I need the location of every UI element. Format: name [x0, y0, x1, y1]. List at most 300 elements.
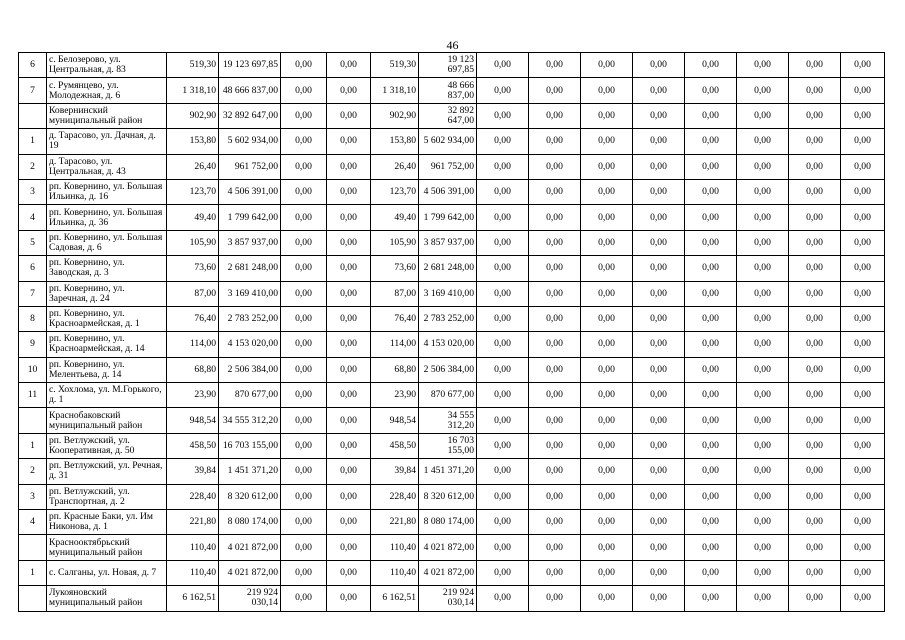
- value-cell: 0,00: [685, 205, 737, 230]
- address-cell: рп. Ковернино, ул. Большая Ильинка, д. 16: [47, 179, 167, 204]
- value-cell: 0,00: [281, 383, 327, 408]
- table-row: [19, 78, 885, 103]
- value-cell: 0,00: [281, 103, 327, 128]
- value-cell: 0,00: [841, 383, 885, 408]
- value-cell: 0,00: [281, 78, 327, 103]
- value-cell: 0,00: [581, 586, 633, 611]
- total-cost-cell: 8 320 612,00: [419, 484, 477, 509]
- value-cell: 0,00: [327, 230, 371, 255]
- value-cell: 0,00: [581, 357, 633, 382]
- total-cost-cell: 4 506 391,00: [419, 179, 477, 204]
- value-cell: 0,00: [477, 230, 529, 255]
- value-cell: 0,00: [841, 586, 885, 611]
- value-cell: 0,00: [281, 332, 327, 357]
- value-cell: 0,00: [789, 154, 841, 179]
- value-cell: 0,00: [685, 281, 737, 306]
- row-number-cell: 3: [19, 484, 47, 509]
- total-cost-cell: 4 506 391,00: [219, 179, 281, 204]
- total-cost-cell: 48 666 837,00: [219, 78, 281, 103]
- area-cell: 153,80: [167, 129, 219, 154]
- area-cell: 110,40: [167, 560, 219, 585]
- value-cell: 0,00: [529, 560, 581, 585]
- total-cost-cell: 2 681 248,00: [419, 256, 477, 281]
- value-cell: 0,00: [685, 560, 737, 585]
- value-cell: 0,00: [281, 154, 327, 179]
- address-cell: рп. Ковернино, ул. Красноармейская, д. 14: [47, 332, 167, 357]
- value-cell: 0,00: [685, 306, 737, 331]
- value-cell: 0,00: [281, 357, 327, 382]
- address-cell: рп. Красные Баки, ул. Им Никонова, д. 1: [47, 510, 167, 535]
- value-cell: 0,00: [685, 408, 737, 433]
- area-cell: 73,60: [371, 256, 419, 281]
- value-cell: 0,00: [737, 560, 789, 585]
- row-number-cell: 8: [19, 306, 47, 331]
- value-cell: 0,00: [841, 281, 885, 306]
- value-cell: 0,00: [327, 484, 371, 509]
- table-row: [19, 357, 885, 382]
- value-cell: 0,00: [327, 205, 371, 230]
- value-cell: 0,00: [581, 332, 633, 357]
- area-cell: 221,80: [371, 510, 419, 535]
- value-cell: 0,00: [685, 484, 737, 509]
- value-cell: 0,00: [327, 535, 371, 560]
- row-number-cell: [19, 535, 47, 560]
- value-cell: 0,00: [685, 103, 737, 128]
- area-cell: 76,40: [371, 306, 419, 331]
- value-cell: 0,00: [477, 205, 529, 230]
- value-cell: 0,00: [281, 510, 327, 535]
- total-cost-cell: 8 320 612,00: [219, 484, 281, 509]
- area-cell: 902,90: [371, 103, 419, 128]
- value-cell: 0,00: [633, 205, 685, 230]
- value-cell: 0,00: [737, 205, 789, 230]
- value-cell: 0,00: [789, 205, 841, 230]
- value-cell: 0,00: [529, 306, 581, 331]
- area-cell: 26,40: [371, 154, 419, 179]
- area-cell: 123,70: [167, 179, 219, 204]
- value-cell: 0,00: [529, 535, 581, 560]
- value-cell: 0,00: [529, 586, 581, 611]
- table-row: [19, 510, 885, 535]
- value-cell: 0,00: [477, 459, 529, 484]
- data-table: [18, 52, 885, 612]
- address-cell: с. Белозерово, ул. Центральная, д. 83: [47, 53, 167, 78]
- value-cell: 0,00: [529, 510, 581, 535]
- value-cell: 0,00: [281, 306, 327, 331]
- table-row: [19, 230, 885, 255]
- area-cell: 49,40: [167, 205, 219, 230]
- total-cost-cell: 3 169 410,00: [419, 281, 477, 306]
- value-cell: 0,00: [737, 230, 789, 255]
- value-cell: 0,00: [529, 256, 581, 281]
- value-cell: 0,00: [477, 484, 529, 509]
- value-cell: 0,00: [789, 484, 841, 509]
- value-cell: 0,00: [281, 256, 327, 281]
- area-cell: 105,90: [167, 230, 219, 255]
- area-cell: 26,40: [167, 154, 219, 179]
- value-cell: 0,00: [841, 408, 885, 433]
- value-cell: 0,00: [581, 205, 633, 230]
- value-cell: 0,00: [477, 103, 529, 128]
- value-cell: 0,00: [789, 230, 841, 255]
- address-cell: Краснооктябрьский муниципальный район: [47, 535, 167, 560]
- row-number-cell: 3: [19, 179, 47, 204]
- total-cost-cell: 1 799 642,00: [219, 205, 281, 230]
- value-cell: 0,00: [327, 129, 371, 154]
- total-cost-cell: 5 602 934,00: [219, 129, 281, 154]
- value-cell: 0,00: [581, 510, 633, 535]
- area-cell: 519,30: [167, 53, 219, 78]
- total-cost-cell: 48 666 837,00: [419, 78, 477, 103]
- total-cost-cell: 219 924 030,14: [419, 586, 477, 611]
- value-cell: 0,00: [633, 332, 685, 357]
- value-cell: 0,00: [737, 179, 789, 204]
- value-cell: 0,00: [529, 179, 581, 204]
- value-cell: 0,00: [581, 383, 633, 408]
- value-cell: 0,00: [529, 459, 581, 484]
- value-cell: 0,00: [737, 332, 789, 357]
- value-cell: 0,00: [327, 357, 371, 382]
- row-number-cell: [19, 103, 47, 128]
- value-cell: 0,00: [737, 256, 789, 281]
- value-cell: 0,00: [529, 383, 581, 408]
- row-number-cell: 5: [19, 230, 47, 255]
- value-cell: 0,00: [841, 433, 885, 458]
- address-cell: рп. Ветлужский, ул. Транспортная, д. 2: [47, 484, 167, 509]
- total-cost-cell: 34 555 312,20: [419, 408, 477, 433]
- area-cell: 105,90: [371, 230, 419, 255]
- value-cell: 0,00: [633, 103, 685, 128]
- value-cell: 0,00: [477, 281, 529, 306]
- area-cell: 87,00: [167, 281, 219, 306]
- value-cell: 0,00: [477, 332, 529, 357]
- value-cell: 0,00: [633, 484, 685, 509]
- area-cell: 519,30: [371, 53, 419, 78]
- value-cell: 0,00: [737, 357, 789, 382]
- value-cell: 0,00: [841, 332, 885, 357]
- page-number: 46: [446, 38, 459, 52]
- row-number-cell: 2: [19, 459, 47, 484]
- value-cell: 0,00: [789, 586, 841, 611]
- address-cell: рп. Ковернино, ул. Заводская, д. 3: [47, 256, 167, 281]
- value-cell: 0,00: [789, 357, 841, 382]
- value-cell: 0,00: [841, 484, 885, 509]
- row-number-cell: [19, 408, 47, 433]
- value-cell: 0,00: [581, 53, 633, 78]
- address-cell: Лукояновский муниципальный район: [47, 586, 167, 611]
- value-cell: 0,00: [327, 459, 371, 484]
- total-cost-cell: 8 080 174,00: [419, 510, 477, 535]
- total-cost-cell: 2 681 248,00: [219, 256, 281, 281]
- value-cell: 0,00: [529, 433, 581, 458]
- row-number-cell: 4: [19, 510, 47, 535]
- table-body: [19, 53, 885, 612]
- value-cell: 0,00: [685, 535, 737, 560]
- value-cell: 0,00: [789, 510, 841, 535]
- table-row: [19, 535, 885, 560]
- value-cell: 0,00: [633, 53, 685, 78]
- value-cell: 0,00: [685, 510, 737, 535]
- total-cost-cell: 5 602 934,00: [419, 129, 477, 154]
- value-cell: 0,00: [477, 256, 529, 281]
- value-cell: 0,00: [633, 535, 685, 560]
- total-cost-cell: 2 783 252,00: [219, 306, 281, 331]
- value-cell: 0,00: [281, 560, 327, 585]
- address-cell: рп. Ветлужский, ул. Речная, д. 31: [47, 459, 167, 484]
- area-cell: 73,60: [167, 256, 219, 281]
- value-cell: 0,00: [581, 103, 633, 128]
- value-cell: 0,00: [327, 154, 371, 179]
- value-cell: 0,00: [841, 78, 885, 103]
- value-cell: 0,00: [685, 256, 737, 281]
- address-cell: рп. Ковернино, ул. Большая Садовая, д. 6: [47, 230, 167, 255]
- table-row: [19, 433, 885, 458]
- area-cell: 228,40: [167, 484, 219, 509]
- value-cell: 0,00: [685, 433, 737, 458]
- value-cell: 0,00: [633, 306, 685, 331]
- value-cell: 0,00: [841, 230, 885, 255]
- value-cell: 0,00: [581, 281, 633, 306]
- value-cell: 0,00: [281, 459, 327, 484]
- value-cell: 0,00: [581, 484, 633, 509]
- address-cell: с. Салганы, ул. Новая, д. 7: [47, 560, 167, 585]
- value-cell: 0,00: [477, 78, 529, 103]
- value-cell: 0,00: [327, 53, 371, 78]
- value-cell: 0,00: [789, 433, 841, 458]
- total-cost-cell: 8 080 174,00: [219, 510, 281, 535]
- value-cell: 0,00: [685, 53, 737, 78]
- value-cell: 0,00: [327, 433, 371, 458]
- value-cell: 0,00: [281, 230, 327, 255]
- total-cost-cell: 19 123 697,85: [219, 53, 281, 78]
- value-cell: 0,00: [737, 129, 789, 154]
- value-cell: 0,00: [685, 129, 737, 154]
- value-cell: 0,00: [327, 560, 371, 585]
- total-cost-cell: 219 924 030,14: [219, 586, 281, 611]
- value-cell: 0,00: [633, 560, 685, 585]
- value-cell: 0,00: [581, 78, 633, 103]
- address-cell: д. Тарасово, ул. Дачная, д. 19: [47, 129, 167, 154]
- address-cell: Ковернинский муниципальный район: [47, 103, 167, 128]
- value-cell: 0,00: [477, 154, 529, 179]
- area-cell: 6 162,51: [167, 586, 219, 611]
- value-cell: 0,00: [789, 408, 841, 433]
- value-cell: 0,00: [529, 408, 581, 433]
- row-number-cell: 10: [19, 357, 47, 382]
- value-cell: 0,00: [633, 586, 685, 611]
- row-number-cell: 1: [19, 129, 47, 154]
- area-cell: 948,54: [167, 408, 219, 433]
- area-cell: 23,90: [371, 383, 419, 408]
- value-cell: 0,00: [841, 459, 885, 484]
- total-cost-cell: 4 153 020,00: [419, 332, 477, 357]
- value-cell: 0,00: [841, 306, 885, 331]
- area-cell: 87,00: [371, 281, 419, 306]
- total-cost-cell: 1 451 371,20: [419, 459, 477, 484]
- table-row: [19, 408, 885, 433]
- value-cell: 0,00: [841, 53, 885, 78]
- value-cell: 0,00: [529, 230, 581, 255]
- value-cell: 0,00: [581, 408, 633, 433]
- value-cell: 0,00: [685, 586, 737, 611]
- value-cell: 0,00: [529, 103, 581, 128]
- row-number-cell: 1: [19, 433, 47, 458]
- total-cost-cell: 2 506 384,00: [219, 357, 281, 382]
- table-row: [19, 306, 885, 331]
- row-number-cell: 6: [19, 256, 47, 281]
- value-cell: 0,00: [633, 510, 685, 535]
- area-cell: 39,84: [371, 459, 419, 484]
- value-cell: 0,00: [789, 383, 841, 408]
- value-cell: 0,00: [477, 129, 529, 154]
- value-cell: 0,00: [281, 179, 327, 204]
- value-cell: 0,00: [841, 357, 885, 382]
- value-cell: 0,00: [281, 586, 327, 611]
- value-cell: 0,00: [327, 78, 371, 103]
- value-cell: 0,00: [685, 357, 737, 382]
- table-row: [19, 179, 885, 204]
- table-row: [19, 103, 885, 128]
- value-cell: 0,00: [281, 408, 327, 433]
- value-cell: 0,00: [841, 154, 885, 179]
- address-cell: рп. Ветлужский, ул. Кооперативная, д. 50: [47, 433, 167, 458]
- address-cell: рп. Ковернино, ул. Мелентьева, д. 14: [47, 357, 167, 382]
- total-cost-cell: 3 169 410,00: [219, 281, 281, 306]
- value-cell: 0,00: [737, 78, 789, 103]
- value-cell: 0,00: [281, 129, 327, 154]
- value-cell: 0,00: [327, 332, 371, 357]
- value-cell: 0,00: [633, 154, 685, 179]
- value-cell: 0,00: [789, 459, 841, 484]
- value-cell: 0,00: [633, 408, 685, 433]
- value-cell: 0,00: [685, 230, 737, 255]
- value-cell: 0,00: [685, 179, 737, 204]
- table-row: [19, 586, 885, 611]
- value-cell: 0,00: [581, 154, 633, 179]
- total-cost-cell: 32 892 647,00: [219, 103, 281, 128]
- value-cell: 0,00: [581, 256, 633, 281]
- value-cell: 0,00: [281, 205, 327, 230]
- value-cell: 0,00: [841, 535, 885, 560]
- value-cell: 0,00: [327, 586, 371, 611]
- address-cell: рп. Ковернино, ул. Большая Ильинка, д. 36: [47, 205, 167, 230]
- total-cost-cell: 961 752,00: [219, 154, 281, 179]
- total-cost-cell: 32 892 647,00: [419, 103, 477, 128]
- value-cell: 0,00: [477, 560, 529, 585]
- area-cell: 23,90: [167, 383, 219, 408]
- total-cost-cell: 961 752,00: [419, 154, 477, 179]
- value-cell: 0,00: [633, 281, 685, 306]
- address-cell: с. Хохлома, ул. М.Горького, д. 1: [47, 383, 167, 408]
- row-number-cell: 4: [19, 205, 47, 230]
- value-cell: 0,00: [789, 53, 841, 78]
- value-cell: 0,00: [841, 103, 885, 128]
- value-cell: 0,00: [529, 205, 581, 230]
- value-cell: 0,00: [841, 129, 885, 154]
- table-row: [19, 154, 885, 179]
- value-cell: 0,00: [529, 484, 581, 509]
- table-row: [19, 560, 885, 585]
- value-cell: 0,00: [581, 535, 633, 560]
- value-cell: 0,00: [737, 281, 789, 306]
- area-cell: 948,54: [371, 408, 419, 433]
- value-cell: 0,00: [685, 332, 737, 357]
- area-cell: 110,40: [167, 535, 219, 560]
- value-cell: 0,00: [327, 179, 371, 204]
- value-cell: 0,00: [789, 129, 841, 154]
- total-cost-cell: 2 506 384,00: [419, 357, 477, 382]
- value-cell: 0,00: [789, 281, 841, 306]
- area-cell: 153,80: [371, 129, 419, 154]
- value-cell: 0,00: [477, 53, 529, 78]
- value-cell: 0,00: [633, 256, 685, 281]
- area-cell: 902,90: [167, 103, 219, 128]
- value-cell: 0,00: [327, 306, 371, 331]
- value-cell: 0,00: [581, 179, 633, 204]
- address-cell: Краснобаковский муниципальный район: [47, 408, 167, 433]
- value-cell: 0,00: [581, 129, 633, 154]
- row-number-cell: 6: [19, 53, 47, 78]
- total-cost-cell: 19 123 697,85: [419, 53, 477, 78]
- value-cell: 0,00: [737, 103, 789, 128]
- total-cost-cell: 4 021 872,00: [219, 535, 281, 560]
- area-cell: 68,80: [167, 357, 219, 382]
- row-number-cell: 7: [19, 78, 47, 103]
- area-cell: 76,40: [167, 306, 219, 331]
- value-cell: 0,00: [737, 154, 789, 179]
- value-cell: 0,00: [529, 281, 581, 306]
- area-cell: 39,84: [167, 459, 219, 484]
- value-cell: 0,00: [529, 357, 581, 382]
- value-cell: 0,00: [477, 535, 529, 560]
- total-cost-cell: 1 799 642,00: [419, 205, 477, 230]
- value-cell: 0,00: [327, 281, 371, 306]
- value-cell: 0,00: [327, 103, 371, 128]
- total-cost-cell: 3 857 937,00: [419, 230, 477, 255]
- area-cell: 114,00: [167, 332, 219, 357]
- area-cell: 1 318,10: [371, 78, 419, 103]
- total-cost-cell: 870 677,00: [419, 383, 477, 408]
- value-cell: 0,00: [281, 433, 327, 458]
- table-row: [19, 256, 885, 281]
- value-cell: 0,00: [633, 129, 685, 154]
- value-cell: 0,00: [281, 484, 327, 509]
- value-cell: 0,00: [633, 230, 685, 255]
- value-cell: 0,00: [327, 510, 371, 535]
- table-row: [19, 459, 885, 484]
- value-cell: 0,00: [685, 154, 737, 179]
- table-row: [19, 484, 885, 509]
- total-cost-cell: 16 703 155,00: [419, 433, 477, 458]
- table-row: [19, 205, 885, 230]
- value-cell: 0,00: [477, 586, 529, 611]
- total-cost-cell: 1 451 371,20: [219, 459, 281, 484]
- value-cell: 0,00: [685, 459, 737, 484]
- area-cell: 49,40: [371, 205, 419, 230]
- value-cell: 0,00: [581, 459, 633, 484]
- value-cell: 0,00: [327, 383, 371, 408]
- row-number-cell: 1: [19, 560, 47, 585]
- value-cell: 0,00: [529, 332, 581, 357]
- value-cell: 0,00: [327, 256, 371, 281]
- value-cell: 0,00: [633, 78, 685, 103]
- value-cell: 0,00: [633, 459, 685, 484]
- value-cell: 0,00: [581, 560, 633, 585]
- value-cell: 0,00: [737, 459, 789, 484]
- value-cell: 0,00: [477, 357, 529, 382]
- value-cell: 0,00: [529, 53, 581, 78]
- value-cell: 0,00: [529, 78, 581, 103]
